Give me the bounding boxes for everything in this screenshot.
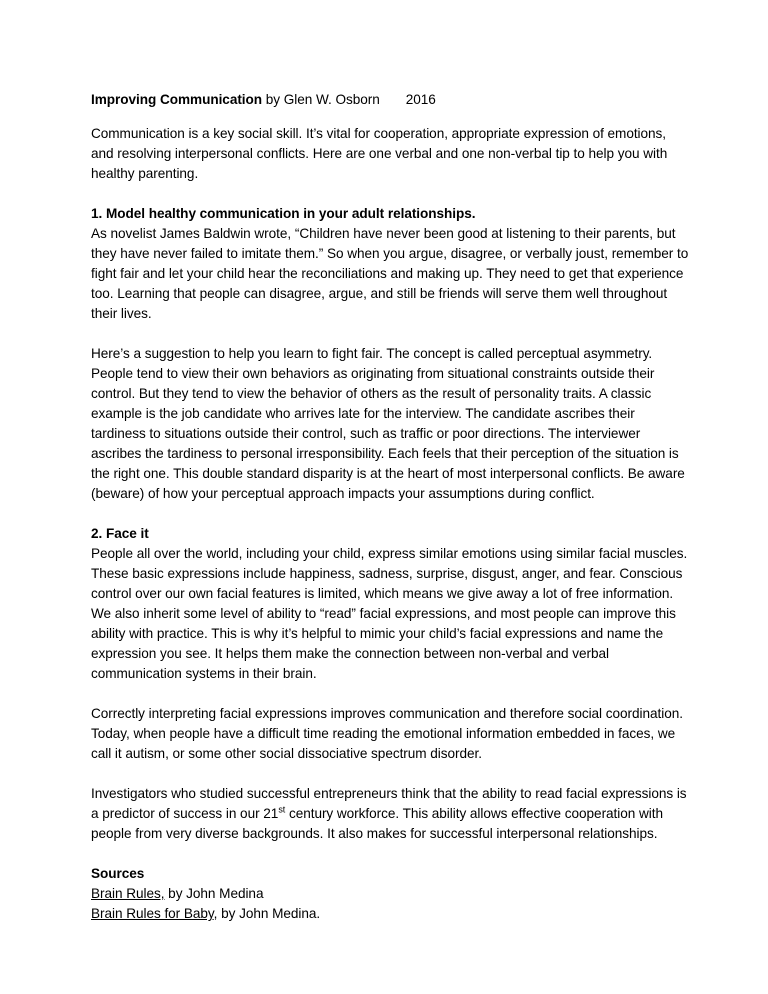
section-2-paragraph-1: People all over the world, including your child, express similar emotions using similar facial muscles. These basic expressions include happiness, sadness, surprise, disgust, anger, and fear. Conscious control over our own facial features is limited, which means we give away a lot of free information. We also inherit some level of ability to “read” facial expressions, and most people can improve this ability with practice. This is why it’s helpful to mimic your child’s facial expressions and name the expression you see. It helps them make the connection between non-verbal and verbal communication systems in their brain. — [91, 546, 688, 681]
section-2-paragraph-3 — [91, 784, 691, 844]
intro-paragraph: Communication is a key social skill. It’s vital for cooperation, appropriate expression of emotions, and resolving interpersonal conflicts. Here are one verbal and one non-verbal tip to help you with healthy parenting. — [91, 126, 668, 181]
section-1-heading: 1. Model healthy communication in your adult relationships. — [91, 206, 476, 221]
source-author: , by John Medina. — [213, 906, 321, 921]
document-page — [91, 90, 691, 924]
document-header — [91, 90, 691, 110]
section-2 — [91, 524, 691, 844]
document-author: by Glen W. Osborn — [262, 92, 380, 107]
paragraph-3-text-end: century workforce. This ability allows effective cooperation with people from very diverse backgrounds. It also makes for successful interpersonal relationships. — [91, 806, 663, 841]
source-author: by John Medina — [164, 886, 264, 901]
section-1 — [91, 204, 691, 504]
document-title: Improving Communication — [91, 92, 263, 107]
paragraph-3-text-start: Investigators who studied successful entrepreneurs think that the ability to read facial expressions is a predictor of success in our 21 — [91, 786, 687, 821]
source-book-title: Brain Rules for Baby — [91, 906, 214, 921]
document-year: 2016 — [405, 92, 436, 107]
section-2-heading: 2. Face it — [91, 526, 149, 541]
section-2-paragraph-2: Correctly interpreting facial expressions improves communication and therefore social coordination. Today, when people have a difficult time reading the emotional information embedded in faces, we call it autism, or some other social dissociative spectrum disorder. — [91, 706, 683, 761]
ordinal-suffix: st — [278, 804, 286, 815]
source-item — [91, 884, 691, 904]
source-book-title: Brain Rules, — [91, 886, 165, 901]
source-item — [91, 904, 691, 924]
section-1-paragraph-1: As novelist James Baldwin wrote, “Children have never been good at listening to their parents, but they have never failed to imitate them.” So when you argue, disagree, or verbally joust, remember to fight fair and let your child hear the reconciliations and making up. They need to get that experience too. Learning that people can disagree, argue, and still be friends will serve them well throughout their lives. — [91, 226, 689, 321]
sources-heading: Sources — [91, 866, 145, 881]
sources-section — [91, 864, 691, 924]
section-1-paragraph-2: Here’s a suggestion to help you learn to fight fair. The concept is called perceptual asymmetry. People tend to view their own behaviors as originating from situational constraints outside their control. But they tend to view the behavior of others as the result of personality traits. A classic example is the job candidate who arrives late for the interview. The candidate ascribes their tardiness to situations outside their control, such as traffic or poor directions. The interviewer ascribes the tardiness to personal irresponsibility. Each feels that their perception of the situation is the right one. This double standard disparity is at the heart of most interpersonal conflicts. Be aware (beware) of how your perceptual approach impacts your assumptions during conflict. — [91, 346, 685, 501]
